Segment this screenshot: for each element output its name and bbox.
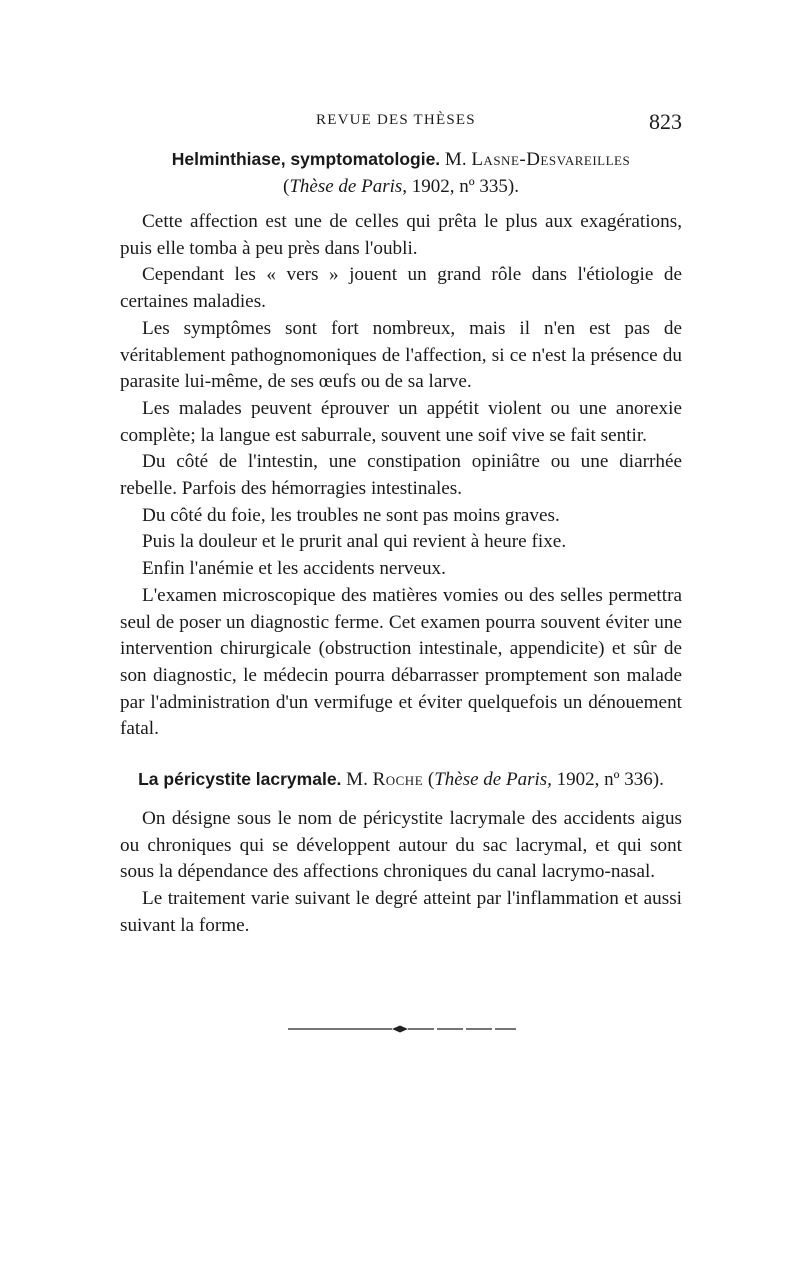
article-heading	[120, 766, 682, 793]
paragraph: Les malades peuvent éprouver un appétit violent ou une anorexie complète; la langue est saburrale, souvent une soif vive se fait sentir.	[120, 397, 682, 446]
source-italic: Thèse de Paris,	[434, 769, 552, 790]
paragraph: Puis la douleur et le prurit anal qui revient à heure fixe.	[142, 531, 567, 553]
article-title: La péricystite lacrymale.	[138, 769, 342, 789]
paragraph: L'examen microscopique des matières vomies ou des selles permettra seul de poser un diagnostic ferme. Cet examen pourra souvent éviter une intervention chirurgicale (obstruction intestinale, appendicite) et sûr de son diagnostic, le médecin pourra débarrasser promptement son malade par l'administration d'un vermifuge et éviter quelquefois un dénouement fatal.	[120, 584, 682, 740]
paragraph: Les symptômes sont fort nombreux, mais il n'en est pas de véritablement pathognomoniques de l'affection, si ce n'est la présence du parasite lui-même, de ses œufs ou de sa larve.	[120, 317, 682, 393]
paragraph: Cette affection est une de celles qui prêta le plus aux exagérations, puis elle tomba à peu près dans l'oubli.	[120, 211, 682, 259]
source-open: (	[427, 769, 435, 790]
source-rest: 1902, nº 335).	[411, 176, 519, 197]
source-rest: 1902, nº 336).	[556, 769, 664, 790]
page-number: 823	[649, 109, 682, 134]
article-pericystite	[120, 766, 682, 940]
article-title: Helminthiase, symptomatologie.	[171, 149, 441, 169]
article-heading	[120, 146, 682, 200]
author-prefix: M.	[444, 149, 467, 170]
article-helminthiase	[120, 146, 682, 743]
author-name: Lasne-Desvareilles	[471, 149, 631, 170]
article-body	[120, 806, 682, 940]
running-head	[120, 109, 682, 138]
paragraph: Le traitement varie suivant le degré atteint par l'inflammation et aussi suivant la forme.	[120, 888, 682, 936]
article-body	[120, 209, 682, 743]
paragraph: Du côté du foie, les troubles ne sont pas moins graves.	[142, 504, 560, 526]
author-name: Roche	[372, 769, 424, 790]
paragraph: On désigne sous le nom de péricystite lacrymale des accidents aigus ou chroniques qui se développent autour du sac lacrymal, et qui sont sous la dépendance des affections chroniques du canal lacrymo-nasal.	[120, 808, 682, 883]
paragraph: Enfin l'anémie et les accidents nerveux.	[142, 558, 446, 580]
paragraph: Cependant les « vers » jouent un grand rôle dans l'étiologie de certaines maladies.	[120, 264, 682, 313]
source-open: (	[283, 176, 290, 197]
paragraph: Du côté de l'intestin, une constipation opiniâtre ou une diarrhée rebelle. Parfois des hémorragies intestinales.	[120, 451, 682, 500]
running-title: REVUE DES THÈSES	[316, 112, 476, 128]
source-italic: Thèse de Paris,	[289, 176, 408, 197]
end-rule-ornament	[288, 1022, 516, 1036]
author-prefix: M.	[346, 769, 368, 790]
